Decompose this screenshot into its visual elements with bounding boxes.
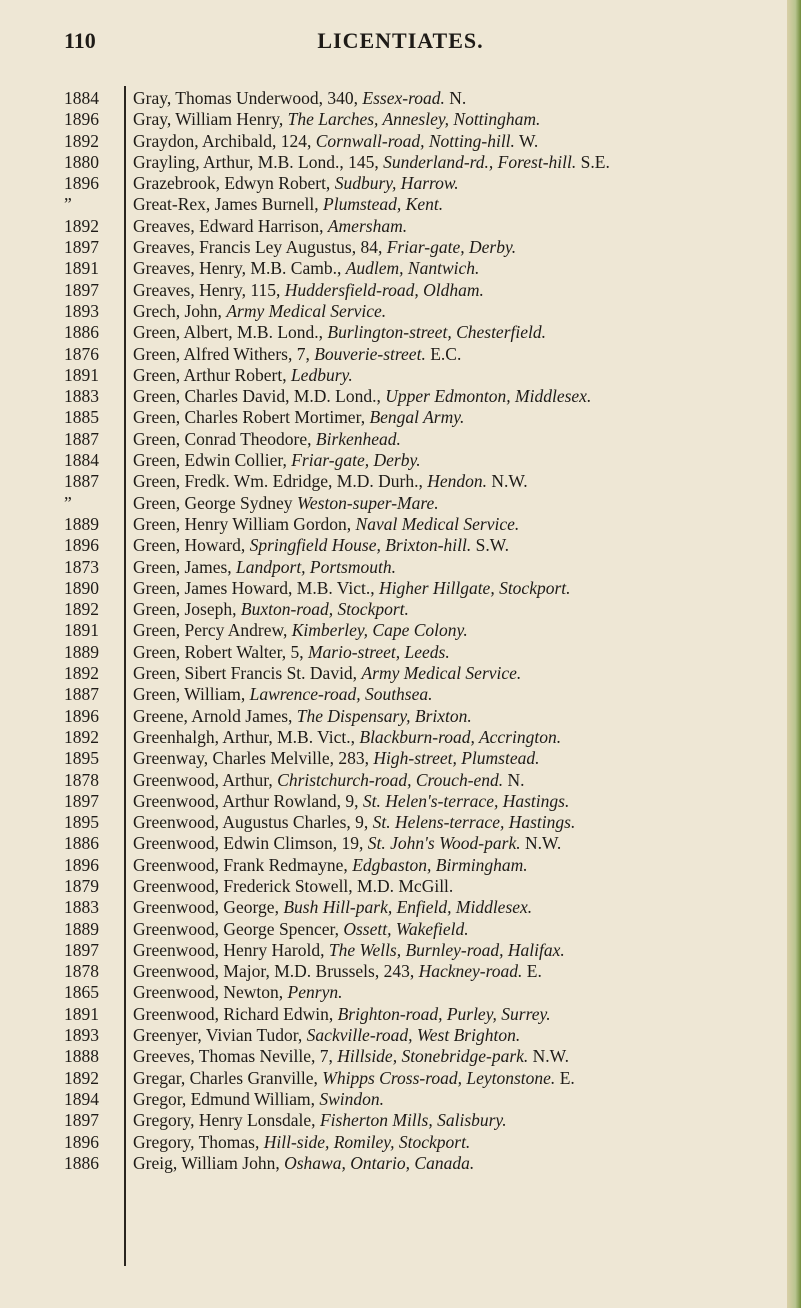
entry-year: 1878 <box>64 961 99 982</box>
entry-text <box>133 258 479 279</box>
entry-address: The Larches, Annesley, Nottingham. <box>287 109 541 130</box>
entry-year: 1892 <box>64 130 99 151</box>
entry-name: Green, Fredk. Wm. Edridge, M.D. Durh., <box>133 471 428 492</box>
entry-year: 1891 <box>64 620 99 641</box>
entry-text <box>133 897 532 918</box>
entry-text <box>133 748 539 769</box>
list-item <box>64 301 784 322</box>
entry-year: 1873 <box>64 556 99 577</box>
entry-address: Sudbury, Harrow. <box>334 173 459 194</box>
entry-name: Green, Henry William Gordon, <box>133 513 356 534</box>
running-title: LICENTIATES. <box>317 28 484 53</box>
list-item <box>64 173 784 194</box>
entry-text <box>133 557 396 578</box>
list-item <box>64 706 784 727</box>
entry-name: Green, Howard, <box>133 535 250 556</box>
entry-year: 1889 <box>64 513 99 534</box>
entry-text <box>133 1046 569 1067</box>
entry-year: ” <box>64 492 72 513</box>
entry-year: 1895 <box>64 748 99 769</box>
entry-text <box>133 812 575 833</box>
entry-text <box>133 1068 575 1089</box>
entry-district: E.C. <box>425 343 462 364</box>
entry-address: Friar-gate, Derby. <box>291 450 421 471</box>
entry-name: Greenwood, Frederick Stowell, M.D. McGill. <box>133 875 454 896</box>
entry-year: 1892 <box>64 663 99 684</box>
entry-name: Green, Sibert Francis St. David, <box>133 663 362 684</box>
entry-text <box>133 301 386 322</box>
entry-address: High-street, Plumstead. <box>373 748 540 769</box>
entry-name: Greenwood, Arthur, <box>133 769 278 790</box>
entry-name: Gray, William Henry, <box>133 109 288 130</box>
page-edge <box>787 0 801 1308</box>
entry-year: 1897 <box>64 939 99 960</box>
entry-year: 1895 <box>64 812 99 833</box>
entry-text <box>133 982 342 1003</box>
entry-name: Greenwood, Edwin Climson, 19, <box>133 833 368 854</box>
entry-name: Green, Arthur Robert, <box>133 364 291 385</box>
entry-year: 1893 <box>64 300 99 321</box>
entry-year: 1892 <box>64 726 99 747</box>
list-item <box>64 791 784 812</box>
entry-year: 1887 <box>64 684 99 705</box>
entry-district: N.W. <box>520 833 562 854</box>
entry-text <box>133 152 610 173</box>
entry-name: Greaves, Edward Harrison, <box>133 215 328 236</box>
entry-text <box>133 599 409 620</box>
list-item <box>64 322 784 343</box>
entry-text <box>133 493 439 514</box>
entry-name: Greenwood, Major, M.D. Brussels, 243, <box>133 961 419 982</box>
entry-name: Green, George Sydney <box>133 492 297 513</box>
entry-text <box>133 131 538 152</box>
list-item <box>64 471 784 492</box>
entry-year: 1880 <box>64 151 99 172</box>
entry-year: 1889 <box>64 641 99 662</box>
entry-address: Army Medical Service. <box>226 300 387 321</box>
entry-text <box>133 961 542 982</box>
entry-year: 1891 <box>64 364 99 385</box>
entry-text <box>133 791 569 812</box>
list-item <box>64 982 784 1003</box>
entry-year: 1894 <box>64 1088 99 1109</box>
entry-year: 1889 <box>64 918 99 939</box>
entry-text <box>133 237 516 258</box>
entry-address: Bengal Army. <box>369 407 465 428</box>
entry-name: Green, Charles Robert Mortimer, <box>133 407 370 428</box>
entry-address: Cornwall-road, Notting-hill. <box>315 130 515 151</box>
entry-address: Amersham. <box>327 215 408 236</box>
entry-address: Sunderland-rd., Forest-hill. <box>383 151 577 172</box>
entry-year: 1879 <box>64 875 99 896</box>
list-item <box>64 642 784 663</box>
entry-text <box>133 940 565 961</box>
entry-text <box>133 663 521 684</box>
entry-address: Brighton-road, Purley, Surrey. <box>337 1003 551 1024</box>
entry-text <box>133 1132 470 1153</box>
entry-name: Green, Charles David, M.D. Lond., <box>133 386 386 407</box>
entry-name: Green, James, <box>133 556 237 577</box>
entry-text <box>133 1004 551 1025</box>
list-item <box>64 1132 784 1153</box>
list-item <box>64 514 784 535</box>
list-item <box>64 1089 784 1110</box>
entry-year: 1886 <box>64 833 99 854</box>
entry-text <box>133 578 571 599</box>
entry-year: 1883 <box>64 386 99 407</box>
entry-name: Great-Rex, James Burnell, <box>133 194 324 215</box>
entry-text <box>133 429 401 450</box>
list-item <box>64 770 784 791</box>
entry-district: N. <box>503 769 525 790</box>
entry-district: E. <box>522 961 542 982</box>
entry-year: 1896 <box>64 109 99 130</box>
entry-text <box>133 322 546 343</box>
list-item <box>64 876 784 897</box>
entry-name: Greene, Arnold James, <box>133 705 297 726</box>
entry-year: 1865 <box>64 982 99 1003</box>
entry-year: 1896 <box>64 854 99 875</box>
page-number: 110 <box>64 28 96 53</box>
entry-address: St. John's Wood-park. <box>367 833 521 854</box>
entry-name: Greenyer, Vivian Tudor, <box>133 1025 307 1046</box>
entry-address: Kimberley, Cape Colony. <box>291 620 468 641</box>
entry-address: Lawrence-road, Southsea. <box>249 684 433 705</box>
entry-year: 1876 <box>64 343 99 364</box>
entry-text <box>133 833 561 854</box>
entry-address: Hackney-road. <box>418 961 523 982</box>
entry-name: Gregory, Henry Lonsdale, <box>133 1110 320 1131</box>
list-item <box>64 88 784 109</box>
list-item <box>64 450 784 471</box>
list-item <box>64 535 784 556</box>
entry-year: 1897 <box>64 1110 99 1131</box>
entry-year: 1897 <box>64 790 99 811</box>
entry-address: Ossett, Wakefield. <box>343 918 469 939</box>
entry-year: 1891 <box>64 258 99 279</box>
list-item <box>64 855 784 876</box>
entry-name: Green, Joseph, <box>133 599 241 620</box>
list-item <box>64 961 784 982</box>
entry-address: Plumstead, Kent. <box>323 194 444 215</box>
entry-address: Weston-super-Mare. <box>296 492 439 513</box>
list-item <box>64 237 784 258</box>
list-item <box>64 365 784 386</box>
entry-district: W. <box>514 130 539 151</box>
list-item <box>64 258 784 279</box>
entry-text <box>133 684 433 705</box>
entry-address: Christchurch-road, Crouch-end. <box>277 769 504 790</box>
entry-text <box>133 1110 507 1131</box>
entry-district: N.W. <box>528 1046 569 1067</box>
entry-year: 1887 <box>64 428 99 449</box>
entry-year: 1897 <box>64 237 99 258</box>
entry-text <box>133 919 469 940</box>
entry-name: Green, Albert, M.B. Lond., <box>133 322 328 343</box>
entry-year: 1888 <box>64 1046 99 1067</box>
entry-text <box>133 1153 474 1174</box>
list-item <box>64 599 784 620</box>
entry-name: Grazebrook, Edwyn Robert, <box>133 173 335 194</box>
entry-address: Naval Medical Service. <box>355 513 520 534</box>
entry-address: Essex-road. <box>362 88 445 108</box>
list-item <box>64 429 784 450</box>
entry-text <box>133 727 561 748</box>
entry-text <box>133 173 459 194</box>
list-item <box>64 493 784 514</box>
list-item <box>64 812 784 833</box>
list-item <box>64 407 784 428</box>
entry-text <box>133 706 472 727</box>
entry-address: Oshawa, Ontario, Canada. <box>284 1152 475 1173</box>
entry-year: 1890 <box>64 577 99 598</box>
entry-name: Grayling, Arthur, M.B. Lond., 145, <box>133 151 384 172</box>
list-item <box>64 1110 784 1131</box>
entry-year: 1878 <box>64 769 99 790</box>
entry-text <box>133 620 468 641</box>
entry-address: Bush Hill-park, Enfield, Middlesex. <box>283 897 533 918</box>
list-item <box>64 897 784 918</box>
list-item <box>64 748 784 769</box>
entry-name: Greenwood, George Spencer, <box>133 918 344 939</box>
entry-year: 1896 <box>64 705 99 726</box>
entry-address: Higher Hillgate, Stockport. <box>379 577 571 598</box>
entry-name: Green, Alfred Withers, 7, <box>133 343 315 364</box>
entry-address: Springfield House, Brixton-hill. <box>249 535 472 556</box>
entry-name: Greenwood, Newton, <box>133 982 288 1003</box>
entry-text <box>133 216 407 237</box>
entry-text <box>133 514 519 535</box>
entry-address: Friar-gate, Derby. <box>386 237 517 258</box>
entry-name: Greenwood, Arthur Rowland, 9, <box>133 790 363 811</box>
entry-address: Hendon. <box>427 471 487 492</box>
entry-name: Green, Percy Andrew, <box>133 620 292 641</box>
entry-text <box>133 450 421 471</box>
entry-year: ” <box>64 194 72 215</box>
entry-text <box>133 535 509 556</box>
list-item <box>64 386 784 407</box>
list-item <box>64 727 784 748</box>
entry-year: 1896 <box>64 1131 99 1152</box>
entry-name: Greenway, Charles Melville, 283, <box>133 748 374 769</box>
page-header <box>0 28 801 58</box>
entry-name: Greeves, Thomas Neville, 7, <box>133 1046 338 1067</box>
entry-address: Whipps Cross-road, Leytonstone. <box>322 1067 556 1088</box>
list-item <box>64 109 784 130</box>
list-item <box>64 919 784 940</box>
list-item <box>64 940 784 961</box>
entry-address: St. Helens-terrace, Hastings. <box>372 812 576 833</box>
entry-text <box>133 642 450 663</box>
list-item <box>64 833 784 854</box>
entry-address: Edgbaston, Birmingham. <box>352 854 528 875</box>
entry-name: Greaves, Francis Ley Augustus, 84, <box>133 237 387 258</box>
entry-name: Greenwood, Richard Edwin, <box>133 1003 338 1024</box>
entry-address: Penryn. <box>287 982 343 1003</box>
entry-name: Greenwood, George, <box>133 897 284 918</box>
list-item <box>64 1025 784 1046</box>
entry-district: N.W. <box>486 471 528 492</box>
licentiates-list <box>64 88 784 1174</box>
entry-year: 1892 <box>64 215 99 236</box>
entry-name: Gray, Thomas Underwood, 340, <box>133 88 363 108</box>
entry-text <box>133 407 464 428</box>
entry-text <box>133 855 528 876</box>
list-item <box>64 1046 784 1067</box>
entry-text <box>133 344 461 365</box>
entry-year: 1887 <box>64 471 99 492</box>
entry-text <box>133 471 528 492</box>
entry-year: 1896 <box>64 535 99 556</box>
entry-address: Upper Edmonton, Middlesex. <box>385 386 592 407</box>
list-item <box>64 684 784 705</box>
entry-address: Buxton-road, Stockport. <box>240 599 409 620</box>
list-item <box>64 131 784 152</box>
list-item <box>64 620 784 641</box>
entry-address: The Dispensary, Brixton. <box>296 705 472 726</box>
list-item <box>64 216 784 237</box>
entry-name: Gregar, Charles Granville, <box>133 1067 323 1088</box>
entry-year: 1886 <box>64 322 99 343</box>
entry-district: S.E. <box>576 151 610 172</box>
entry-name: Greenwood, Augustus Charles, 9, <box>133 812 373 833</box>
entry-year: 1883 <box>64 897 99 918</box>
entry-year: 1893 <box>64 1025 99 1046</box>
entry-name: Green, James Howard, M.B. Vict., <box>133 577 380 598</box>
entry-name: Gregory, Thomas, <box>133 1131 264 1152</box>
entry-year: 1896 <box>64 173 99 194</box>
list-item <box>64 1004 784 1025</box>
entry-district: S.W. <box>471 535 510 556</box>
entry-address: Army Medical Service. <box>361 663 522 684</box>
entry-text <box>133 876 453 897</box>
list-item <box>64 1153 784 1174</box>
entry-text <box>133 386 591 407</box>
list-item <box>64 1068 784 1089</box>
entry-address: Sackville-road, West Brighton. <box>306 1025 521 1046</box>
entry-name: Greenwood, Henry Harold, <box>133 939 329 960</box>
entry-year: 1884 <box>64 450 99 471</box>
list-item <box>64 663 784 684</box>
entry-name: Greenhalgh, Arthur, M.B. Vict., <box>133 726 360 747</box>
entry-address: Ledbury. <box>290 364 353 385</box>
entry-name: Greaves, Henry, M.B. Camb., <box>133 258 346 279</box>
entry-address: Mario-street, Leeds. <box>307 641 450 662</box>
entry-name: Greaves, Henry, 115, <box>133 279 285 300</box>
entry-year: 1884 <box>64 88 99 108</box>
entry-year: 1897 <box>64 279 99 300</box>
entry-year: 1885 <box>64 407 99 428</box>
entry-year: 1891 <box>64 1003 99 1024</box>
entry-address: The Wells, Burnley-road, Halifax. <box>328 939 565 960</box>
entry-text <box>133 365 353 386</box>
entry-address: Burlington-street, Chesterfield. <box>327 322 546 343</box>
entry-text <box>133 770 525 791</box>
entry-address: Bouverie-street. <box>314 343 426 364</box>
entry-text <box>133 1025 520 1046</box>
entry-address: Swindon. <box>319 1088 385 1109</box>
entry-address: Audlem, Nantwich. <box>345 258 480 279</box>
list-item <box>64 194 784 215</box>
entry-name: Grech, John, <box>133 300 227 321</box>
list-item <box>64 152 784 173</box>
entry-name: Green, Robert Walter, 5, <box>133 641 308 662</box>
entry-address: Blackburn-road, Accrington. <box>359 726 562 747</box>
list-item <box>64 344 784 365</box>
entry-name: Green, Edwin Collier, <box>133 450 292 471</box>
entry-text <box>133 194 443 215</box>
entry-address: Landport, Portsmouth. <box>236 556 396 577</box>
list-item <box>64 280 784 301</box>
entry-name: Graydon, Archibald, 124, <box>133 130 316 151</box>
entry-year: 1892 <box>64 1067 99 1088</box>
entry-address: Fisherton Mills, Salisbury. <box>319 1110 507 1131</box>
entry-text <box>133 88 466 109</box>
entry-district: N. <box>444 88 467 108</box>
entry-address: St. Helen's-terrace, Hastings. <box>362 790 570 811</box>
entry-name: Greig, William John, <box>133 1152 285 1173</box>
entry-address: Birkenhead. <box>315 428 401 449</box>
list-item <box>64 578 784 599</box>
entry-name: Green, Conrad Theodore, <box>133 428 316 449</box>
entry-address: Huddersfield-road, Oldham. <box>284 279 484 300</box>
entry-text <box>133 280 484 301</box>
entry-name: Greenwood, Frank Redmayne, <box>133 854 353 875</box>
entry-address: Hillside, Stonebridge-park. <box>337 1046 529 1067</box>
entry-year: 1892 <box>64 599 99 620</box>
entry-address: Hill-side, Romiley, Stockport. <box>263 1131 471 1152</box>
entry-name: Green, William, <box>133 684 250 705</box>
entry-text <box>133 1089 384 1110</box>
entry-name: Gregor, Edmund William, <box>133 1088 320 1109</box>
entry-text <box>133 109 540 130</box>
entry-district: E. <box>555 1067 575 1088</box>
list-item <box>64 557 784 578</box>
entry-year: 1886 <box>64 1152 99 1173</box>
